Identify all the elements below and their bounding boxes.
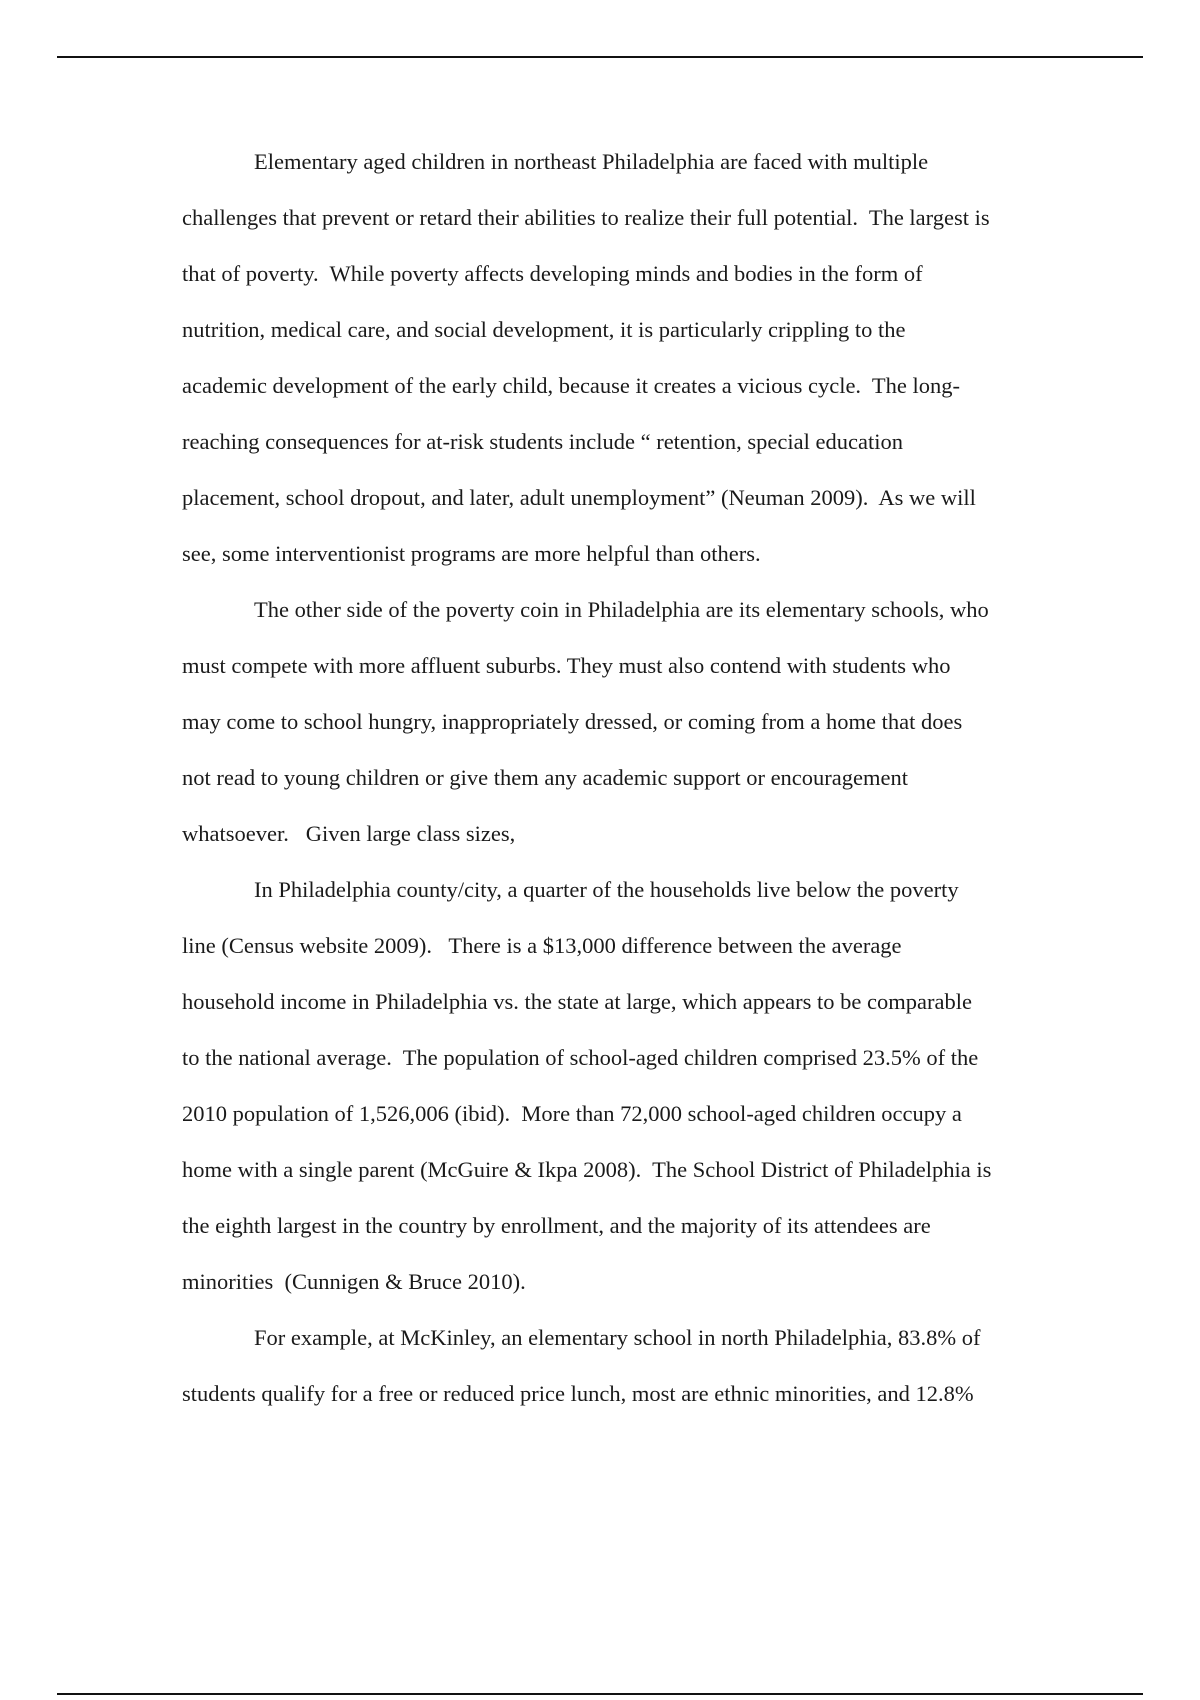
text-line: see, some interventionist programs are more helpful than others. <box>182 541 761 566</box>
text-line: 2010 population of 1,526,006 (ibid). More than 72,000 school-aged children occupy a <box>182 1101 962 1126</box>
text-line: The other side of the poverty coin in Philadelphia are its elementary schools, who <box>254 597 989 622</box>
document-body <box>182 134 1062 1422</box>
text-line: not read to young children or give them any academic support or encouragement <box>182 765 908 790</box>
paragraph-mckinley <box>182 1310 1062 1422</box>
paragraph-poverty-intro <box>182 134 1062 582</box>
text-line: challenges that prevent or retard their abilities to realize their full potential. The largest is <box>182 205 990 230</box>
text-line: line (Census website 2009). There is a $13,000 difference between the average <box>182 933 902 958</box>
text-line: minorities (Cunnigen & Bruce 2010). <box>182 1269 526 1294</box>
text-line: academic development of the early child, because it creates a vicious cycle. The long- <box>182 373 960 398</box>
text-line: reaching consequences for at-risk students include “ retention, special education <box>182 429 903 454</box>
text-line: whatsoever. Given large class sizes, <box>182 821 516 846</box>
text-line: household income in Philadelphia vs. the state at large, which appears to be comparable <box>182 989 972 1014</box>
text-line: that of poverty. While poverty affects developing minds and bodies in the form of <box>182 261 923 286</box>
paragraph-census <box>182 862 1062 1310</box>
text-line: to the national average. The population of school-aged children comprised 23.5% of the <box>182 1045 979 1070</box>
text-line: may come to school hungry, inappropriately dressed, or coming from a home that does <box>182 709 963 734</box>
text-line: nutrition, medical care, and social development, it is particularly crippling to the <box>182 317 906 342</box>
text-line: students qualify for a free or reduced price lunch, most are ethnic minorities, and 12.8% <box>182 1381 974 1406</box>
text-line: For example, at McKinley, an elementary school in north Philadelphia, 83.8% of <box>254 1325 981 1350</box>
text-line: home with a single parent (McGuire & Ikpa 2008). The School District of Philadelphia is <box>182 1157 992 1182</box>
text-line: must compete with more affluent suburbs. They must also contend with students who <box>182 653 951 678</box>
text-line: the eighth largest in the country by enrollment, and the majority of its attendees are <box>182 1213 931 1238</box>
paragraph-schools <box>182 582 1062 862</box>
text-line: Elementary aged children in northeast Philadelphia are faced with multiple <box>254 149 929 174</box>
text-line: placement, school dropout, and later, adult unemployment” (Neuman 2009). As we will <box>182 485 976 510</box>
text-line: In Philadelphia county/city, a quarter of the households live below the poverty <box>254 877 959 902</box>
header-rule <box>57 56 1143 58</box>
footer-rule <box>57 1693 1143 1695</box>
